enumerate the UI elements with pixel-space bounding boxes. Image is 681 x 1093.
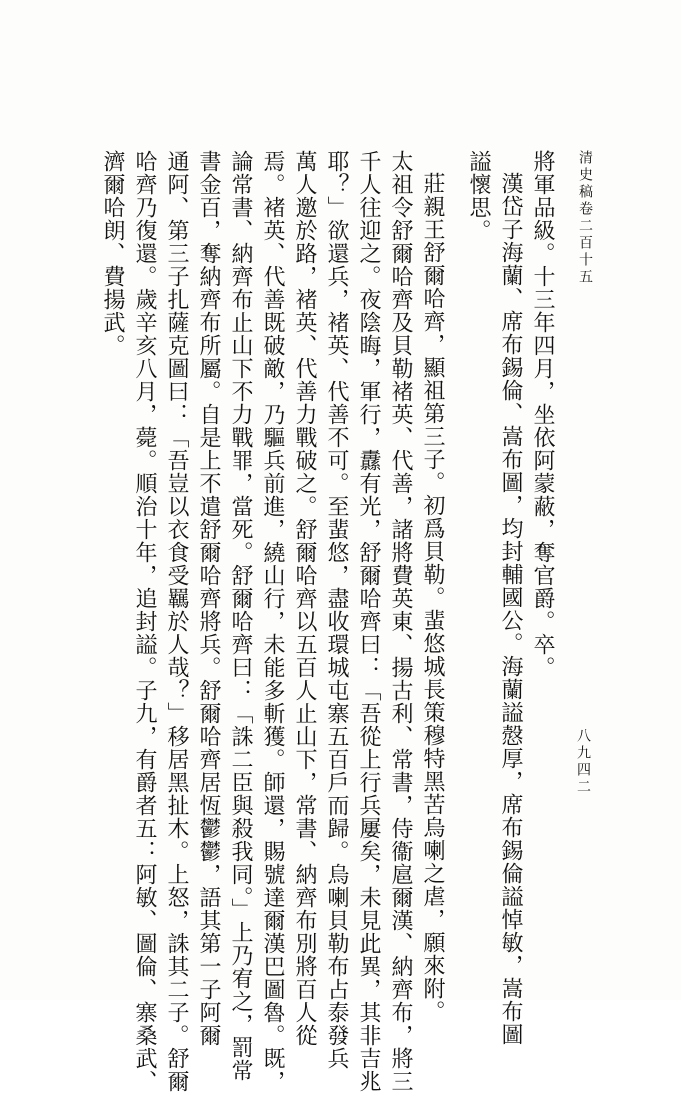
body-text <box>86 150 558 1093</box>
text-column: 漢岱子海蘭、席布錫倫、嵩布圖，均封輔國公。海蘭謚慤厚，席布錫倫謚悼敏，嵩布圖 <box>498 172 523 1046</box>
text-column: 莊親王舒爾哈齊，顯祖第三子。初爲貝勒。蜚悠城長策穆特黑苦烏喇之虐，願來附。 <box>420 172 445 1023</box>
text-column: 哈齊乃復還。歲辛亥八月，薨。順治十年，追封謚。子九，有爵者五：阿敏、圖倫、寨桑武、 <box>132 150 157 1093</box>
paragraph-gap <box>448 150 462 910</box>
text-column: 耶？」欲還兵，褚英、代善不可。至蜚悠，盡收環城屯寨五百戶而歸。烏喇貝勒布占泰發兵 <box>324 150 349 1070</box>
text-column: 萬人邀於路，褚英、代善力戰破之。舒爾哈齊以五百人止山下，常書、納齊布別將百人從 <box>292 150 317 1047</box>
text-column: 論常書、納齊布止山下不力戰罪，當死。舒爾哈齊曰：「誅二臣與殺我同。」上乃宥之，罰常 <box>228 150 253 1082</box>
page-number: 八九四二 <box>575 728 591 796</box>
text-column: 濟爾哈朗、費揚武。 <box>100 150 125 357</box>
running-header-title: 清史稿卷二百十五 <box>577 150 593 286</box>
text-column: 謚懷思。 <box>466 150 491 242</box>
text-column: 千人往迎之。夜陰晦，軍行，纛有光，舒爾哈齊曰：「吾從上行兵屢矣，未見此異，其非吉兆 <box>356 150 381 1093</box>
text-column: 將軍品級。十三年四月，坐依阿蒙蔽，奪官爵。卒。 <box>530 150 555 679</box>
text-column: 通阿、第三子扎薩克圖曰：「吾豈以衣食受羈於人哉？」移居黑扯木。上怒，誅其二子。舒爾 <box>164 150 189 1093</box>
text-column: 書金百，奪納齊布所屬。自是上不遣舒爾哈齊將兵。舒爾哈齊居恆鬱鬱，語其第一子阿爾 <box>196 150 221 1047</box>
text-column: 焉。褚英、代善既破敵，乃驅兵前進，繞山行，未能多斬獲。師還，賜號達爾漢巴圖魯。既， <box>260 150 285 1093</box>
text-column: 太祖令舒爾哈齊及貝勒褚英、代善，諸將費英東、揚古利、常書，侍衞扈爾漢、納齊布，將三 <box>388 150 413 1093</box>
